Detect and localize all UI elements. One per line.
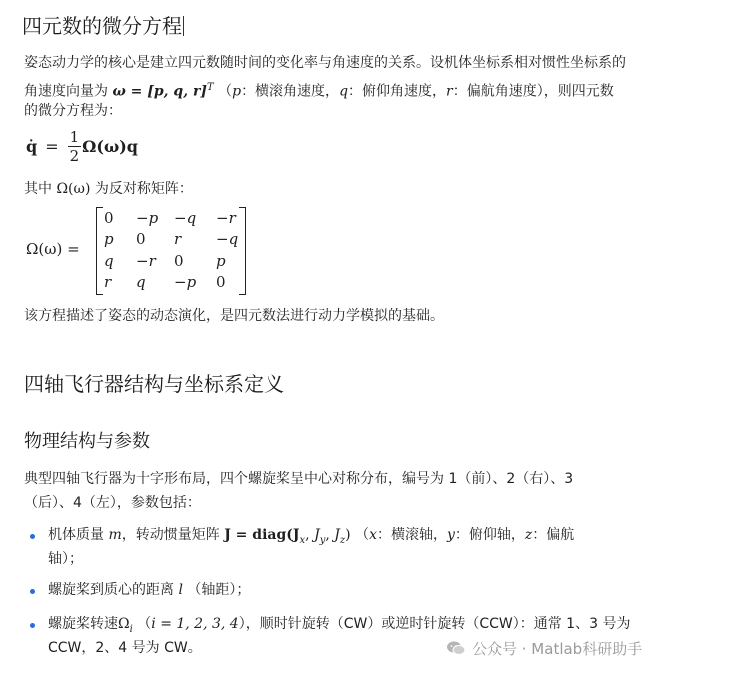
matrix-lhs: Ω(ω) = [26, 240, 80, 258]
intro-line-1: 姿态动力学的核心是建立四元数随时间的变化率与角速度的关系。设机体坐标系相对惯性坐标系的 [24, 55, 626, 71]
matrix-cell: 0 [216, 273, 226, 292]
matrix-cell: q [136, 273, 146, 292]
matrix-cell: 0 [136, 230, 146, 249]
bullet-dot [30, 534, 35, 539]
matrix-cell: 0 [174, 251, 184, 270]
layout-line-1: 典型四轴飞行器为十字形布局，四个螺旋桨呈中心对称分布，编号为 1（前）、2（右）、3 [24, 471, 574, 487]
matrix-cell: −r [136, 251, 156, 270]
list-item-mass-inertia-cont: 轴）； [48, 551, 83, 567]
doc-title [22, 10, 184, 39]
subsection-title: 物理结构与参数 [24, 431, 150, 452]
omega-times-q: Ω(ω)q [82, 137, 138, 156]
left-bracket [96, 207, 103, 295]
matrix-cell: r [104, 273, 112, 292]
quaternion-derivative-equation: q̇ = $\frac{1}{2}$ Ω(ω)q [26, 128, 138, 165]
list-item-rotor-speed: 螺旋桨转速$\Omega_i$ （i = 1, 2, 3, 4），顺时针旋转（CW）或逆时针旋转（CCW）：通常 1、3 号为 [48, 616, 631, 635]
matrix-cell: 0 [104, 208, 114, 227]
list-item-rotor-speed-cont: CCW，2、4 号为 CW。 [48, 640, 202, 656]
bullet-dot [30, 589, 35, 594]
matrix-cell: −q [174, 208, 197, 227]
list-item-arm-length: 螺旋桨到质心的距离 l （轴距）； [48, 582, 251, 598]
doc-title-text: 四元数的微分方程 [22, 14, 182, 38]
bullet-dot [30, 623, 35, 628]
matrix-cell: −p [136, 208, 159, 227]
q-dot: q̇ [26, 137, 38, 156]
watermark-text: 公众号 · Matlab科研助手 [472, 640, 643, 658]
text-caret [183, 16, 184, 36]
where-line: 其中 Ω(ω) 为反对称矩阵： [24, 181, 193, 197]
matrix-cell: r [174, 230, 182, 249]
matrix-cell: −p [174, 273, 197, 292]
matrix-cell: q [104, 251, 114, 270]
fraction-one-half: $\frac{1}{2}$ [69, 128, 80, 165]
section-title: 四轴飞行器结构与坐标系定义 [24, 372, 284, 396]
conclusion-line: 该方程描述了姿态的动态演化，是四元数法进行动力学模拟的基础。 [24, 308, 444, 324]
list-item-mass-inertia: 机体质量 m，转动惯量矩阵 $J = diag(J_x$, $J_y$, $J_z$) （x：横滚轴，y：俯仰轴，z：偏航 [48, 527, 575, 546]
intro-line-2: 角速度向量为 ω = [p, q, r]$^T$ （p：横滚角速度，q：俯仰角速度，r：偏航角速度），则四元数 [24, 82, 614, 100]
omega-vector: ω = [p, q, r] [112, 83, 207, 100]
matrix-cell: p [104, 230, 114, 249]
matrix-cell: −q [216, 230, 239, 249]
matrix-cell: p [216, 251, 226, 270]
matrix-grid [104, 207, 254, 293]
wechat-icon [446, 640, 466, 656]
matrix-cell: −r [216, 208, 236, 227]
transpose-mark: T [206, 82, 214, 93]
layout-line-2: （后）、4（左），参数包括： [24, 495, 201, 511]
skew-symmetric-matrix [96, 207, 246, 293]
intro-line-3: 的微分方程为： [24, 103, 122, 119]
right-bracket [239, 207, 246, 295]
